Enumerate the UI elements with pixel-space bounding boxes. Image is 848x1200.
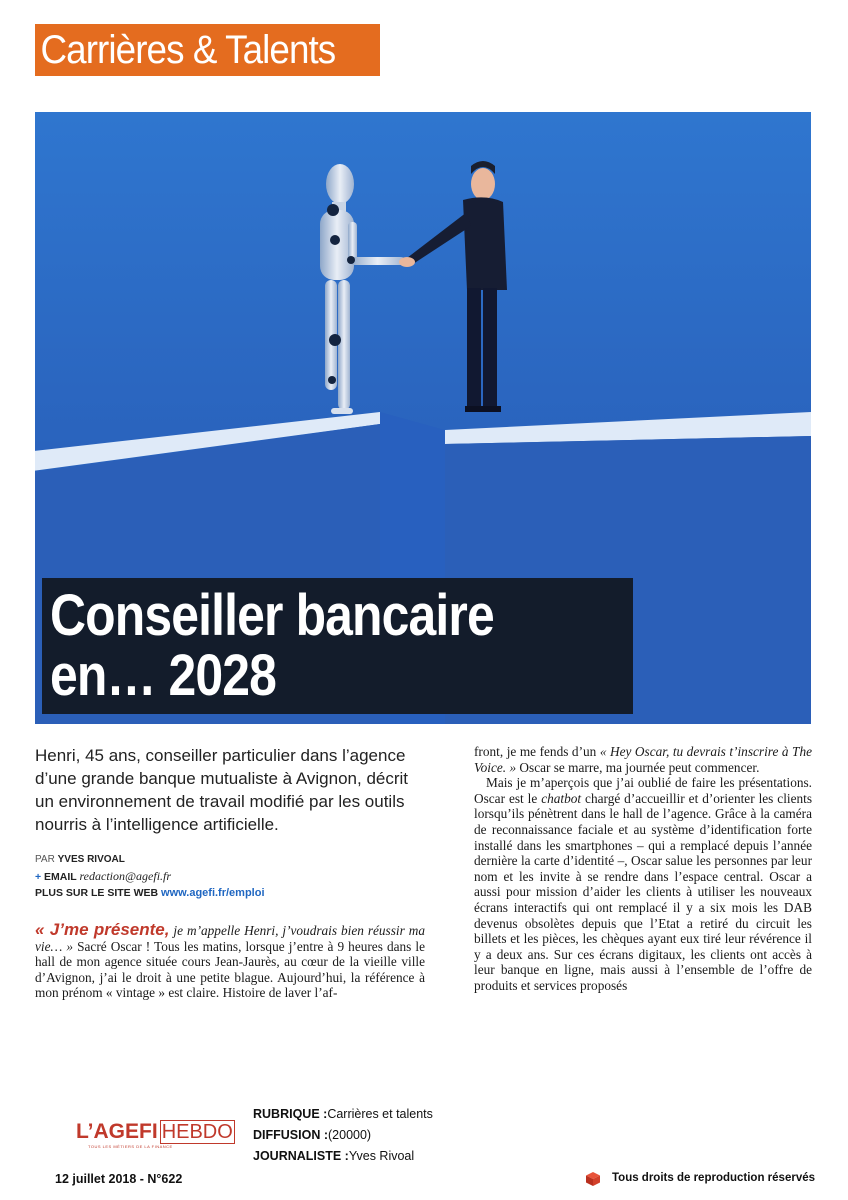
logo-main: L’AGEFI <box>76 1120 158 1143</box>
email-label: EMAIL <box>41 871 80 883</box>
headline-line-1: Conseiller bancaire <box>50 583 494 648</box>
email-line <box>35 868 435 885</box>
logo-tagline: TOUS LES MÉTIERS DE LA FINANCE <box>88 1144 173 1149</box>
text-run: Mais je m’aperçois que j’ai oublié de faire les présentations. Oscar est le <box>474 775 812 806</box>
section-rubric: Carrières & Talents <box>35 24 380 76</box>
journaliste-value: Yves Rivoal <box>348 1149 415 1163</box>
journaliste-row <box>253 1146 433 1167</box>
email-link[interactable]: redaction@agefi.fr <box>79 869 172 883</box>
plus-icon: + <box>35 871 42 883</box>
paragraph <box>474 744 812 775</box>
author-name: YVES RIVOAL <box>57 854 125 865</box>
article-headline <box>42 578 633 714</box>
article-column-1 <box>35 922 425 1001</box>
press-metadata <box>253 1104 433 1167</box>
journaliste-label: JOURNALISTE : <box>253 1149 349 1163</box>
byline <box>35 852 435 868</box>
rubrique-label: RUBRIQUE : <box>253 1107 328 1121</box>
quote-rest: je m’appelle Henri, j’voudrais bien réussir ma vie… » <box>35 923 425 954</box>
paragraph <box>35 922 425 1001</box>
issue-date: 12 juillet 2018 - N°622 <box>55 1172 183 1186</box>
byline-block <box>35 852 435 901</box>
web-line <box>35 885 435 901</box>
logo-sub: HEBDO <box>161 1121 233 1143</box>
agefi-logo <box>76 1120 233 1152</box>
paragraph <box>474 775 812 993</box>
byline-prefix: PAR <box>35 854 58 865</box>
text-run: chargé d’accueillir et d’orienter les clients lorsqu’ils pénètrent dans le hall de l’agence. Grâce à la caméra de reconnaissance faciale et au système d’identification forte installé dans les smartphones – qui a remplacé depuis l’année dernière la carte d’identité –, Oscar salue les personnes par leur nom et les invite à se rendre dans l’espace central. Oscar a aussi pour mission d’aider les clients à utiliser les nouveaux écrans interactifs qui ont remplacé il y a six mois les DAB devenus obsolètes depuis que l’Etat a retiré du circuit les billets et les pièces, les chèques ayant eux tiré leur révérence il y a deux ans. Sur ces écrans digitaux, les clients ont accès à leur banque en ligne, mais aussi à l’ensemble de l’offre de produits et services proposés <box>474 790 812 993</box>
web-label: PLUS SUR LE SITE WEB <box>35 887 162 899</box>
rubrique-value: Carrières et talents <box>327 1107 433 1121</box>
quote-lead: « J’me présente, <box>35 920 170 939</box>
text-run: front, je me fends d’un <box>474 744 600 759</box>
headline-line-2: en… 2028 <box>50 643 277 708</box>
diffusion-row <box>253 1125 433 1146</box>
text-run: Oscar se marre, ma journée peut commencer. <box>516 759 760 775</box>
italic-run: chatbot <box>541 790 582 806</box>
article-column-2 <box>474 744 812 994</box>
article-lede: Henri, 45 ans, conseiller particulier dans l’agence d’une grande banque mutualiste à Avignon, décrit un environnement de travail modifié par les outils nourris à l’intelligence artificielle. <box>35 746 409 834</box>
italic-run: « Hey Oscar, tu devrais t’inscrire à The Voice. » <box>474 744 812 775</box>
diffusion-value: (20000) <box>328 1128 372 1142</box>
copyright-notice: Tous droits de reproduction réservés <box>612 1172 816 1184</box>
cube-icon <box>586 1172 600 1186</box>
rubrique-row <box>253 1104 433 1125</box>
column-1-text: Sacré Oscar ! Tous les matins, lorsque j’entre à 9 heures dans le hall de mon agence située cours Jean-Jaurès, au cœur de la vieille ville d’Avignon, j’ai le droit à une petite blague. Aujourd’hui, la référence à mon prénom « vintage » est claire. Histoire de laver l’af- <box>35 938 425 1001</box>
web-link[interactable]: www.agefi.fr/emploi <box>161 887 265 899</box>
diffusion-label: DIFFUSION : <box>253 1128 328 1142</box>
